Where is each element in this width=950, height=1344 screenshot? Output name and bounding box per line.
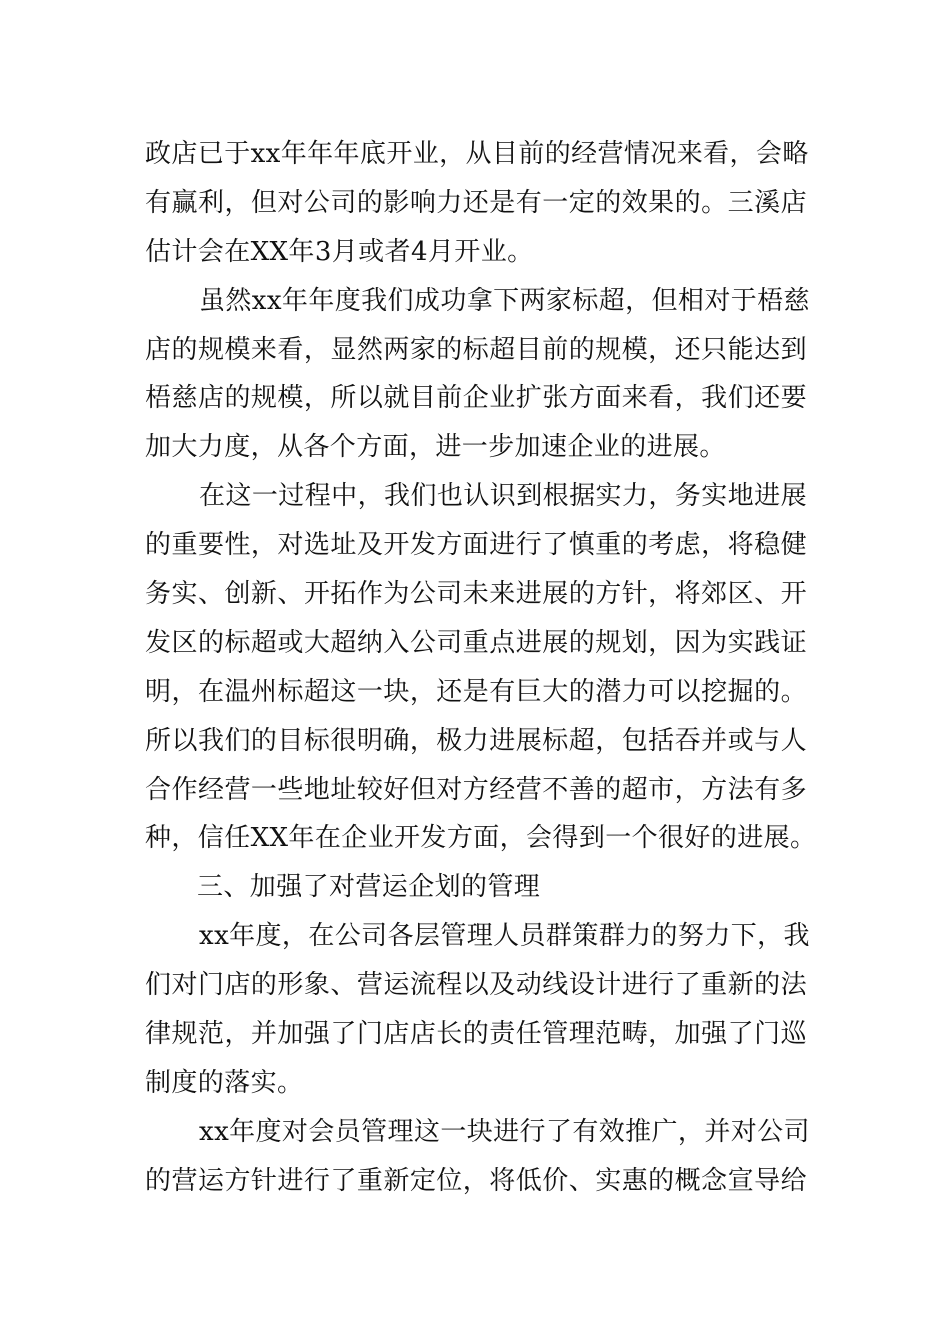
paragraph-operations bbox=[145, 912, 810, 1108]
text-line: 梧慈店的规模，所以就目前企业扩张方面来看，我们还要 bbox=[145, 383, 807, 414]
paragraph-membership bbox=[145, 1108, 810, 1206]
section-heading-text: 三、加强了对营运企划的管理 bbox=[197, 872, 541, 903]
text-line: xx年度，在公司各层管理人员群策群力的努力下，我 bbox=[199, 921, 810, 952]
text-line: 政店已于xx年年年底开业，从目前的经营情况来看，会略 bbox=[145, 139, 809, 169]
paragraph-expansion bbox=[145, 277, 810, 473]
text-line: 律规范，并加强了门店店长的责任管理范畴，加强了门巡 bbox=[145, 1019, 807, 1050]
text-line: 们对门店的形象、营运流程以及动线设计进行了重新的法 bbox=[145, 970, 807, 1001]
text-line: 务实、创新、开拓作为公司未来进展的方针，将郊区、开 bbox=[145, 579, 807, 610]
text-line: 发区的标超或大超纳入公司重点进展的规划，因为实践证 bbox=[145, 627, 807, 658]
text-line: 合作经营一些地址较好但对方经营不善的超市，方法有多 bbox=[145, 774, 807, 805]
text-line: 明，在温州标超这一块，还是有巨大的潜力可以挖掘的。 bbox=[145, 676, 807, 707]
document-body bbox=[145, 130, 817, 1206]
text-line: 所以我们的目标很明确，极力进展标超，包括吞并或与人 bbox=[145, 725, 807, 756]
text-line: 制度的落实。 bbox=[145, 1067, 304, 1098]
text-line: 在这一过程中，我们也认识到根据实力，务实地进展 bbox=[199, 481, 807, 512]
text-line: 有赢利，但对公司的影响力还是有一定的效果的。三溪店 bbox=[145, 187, 807, 218]
text-line: 的营运方针进行了重新定位，将低价、实惠的概念宣导给 bbox=[145, 1165, 807, 1196]
text-line: 加大力度，从各个方面，进一步加速企业的进展。 bbox=[145, 432, 726, 463]
text-line: 店的规模来看，显然两家的标超目前的规模，还只能达到 bbox=[145, 334, 807, 365]
text-line: 种，信任XX年在企业开发方面，会得到一个很好的进展。 bbox=[145, 823, 817, 854]
paragraph-strategy bbox=[145, 472, 817, 863]
text-line: xx年度对会员管理这一块进行了有效推广，并对公司 bbox=[199, 1116, 810, 1147]
text-line: 估计会在XX年3月或者4月开业。 bbox=[145, 236, 534, 267]
text-line: 虽然xx年年度我们成功拿下两家标超，但相对于梧慈 bbox=[199, 285, 810, 316]
text-line: 的重要性，对选址及开发方面进行了慎重的考虑，将稳健 bbox=[145, 530, 807, 561]
paragraph-new-stores bbox=[145, 130, 807, 277]
section-heading bbox=[145, 863, 807, 912]
